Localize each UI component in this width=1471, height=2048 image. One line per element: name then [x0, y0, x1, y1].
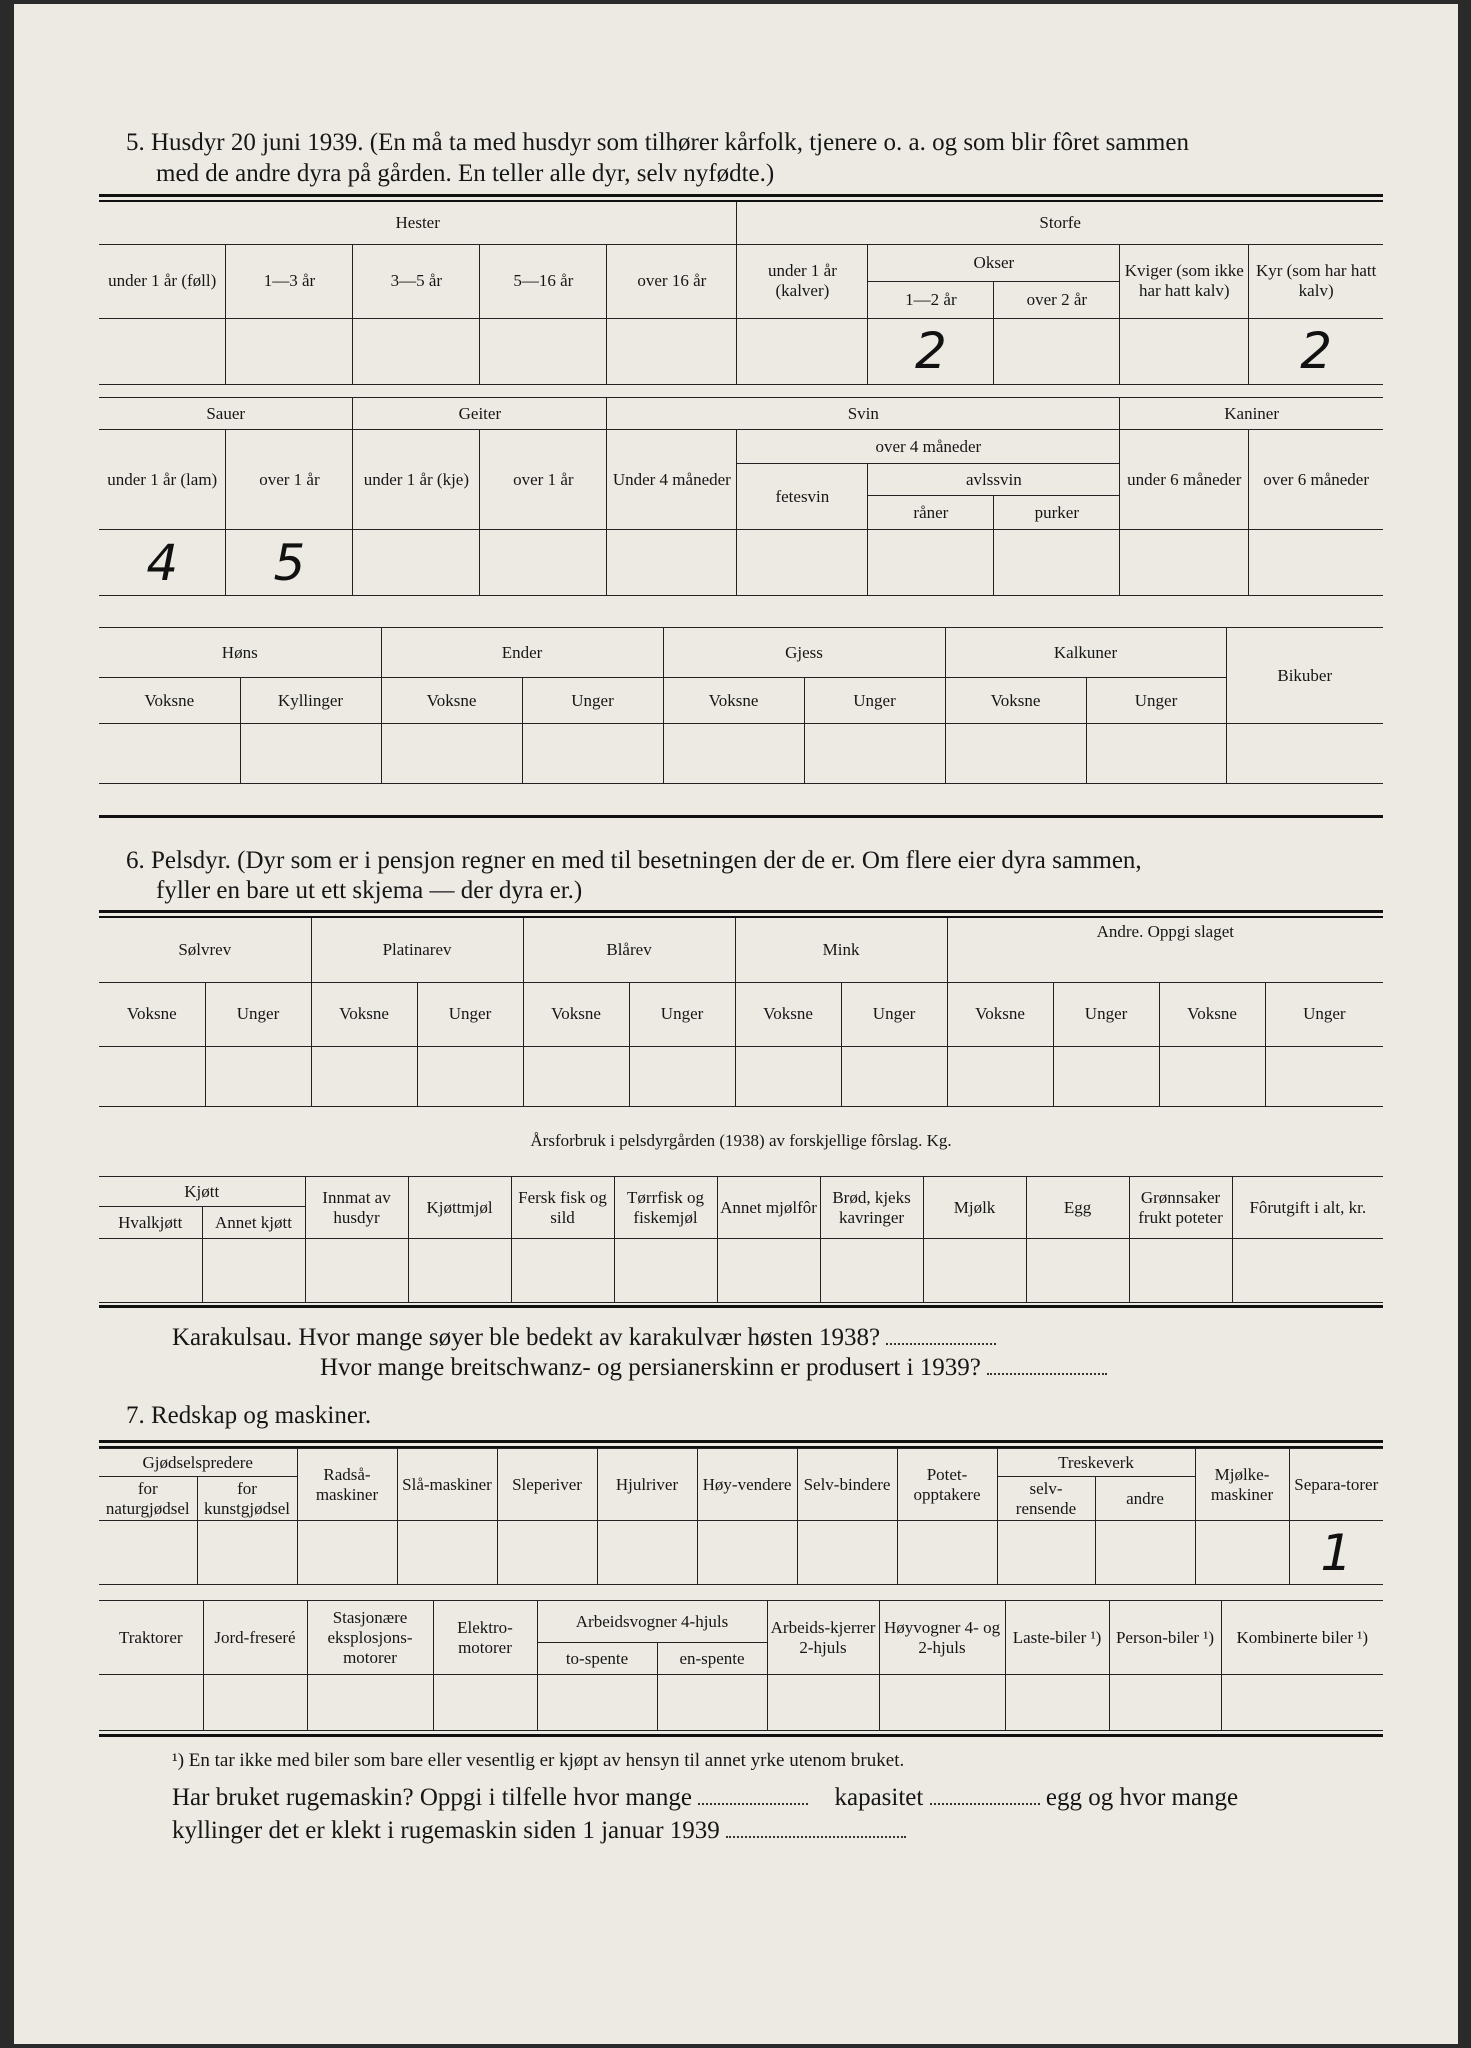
storfe-okser-header: Okser — [868, 244, 1120, 281]
entry-cell[interactable] — [353, 318, 480, 384]
hons-header: Høns — [99, 628, 381, 678]
entry-cell[interactable] — [717, 1239, 820, 1303]
entry-cell[interactable] — [804, 724, 945, 784]
storfe-header: Storfe — [737, 202, 1383, 244]
entry-cell[interactable] — [997, 1521, 1095, 1585]
col-naturgjodsel: for naturgjødsel — [99, 1477, 197, 1521]
section-rule — [99, 815, 1383, 818]
okser-col-over2: over 2 år — [994, 281, 1120, 318]
entry-cell[interactable] — [1120, 318, 1249, 384]
hons-kyllinger: Kyllinger — [240, 678, 381, 724]
entry-cell[interactable] — [99, 724, 240, 784]
entry-cell[interactable] — [1026, 1239, 1129, 1303]
pelsdyr-table — [99, 918, 1383, 1177]
hester-storfe-table — [99, 202, 1383, 385]
bikuber-header: Bikuber — [1226, 628, 1383, 724]
kalkuner-voksne: Voksne — [945, 678, 1086, 724]
feed-col-torrfisk: Tørrfisk og fiskemjøl — [614, 1177, 717, 1239]
kyr-value[interactable]: 2 — [1249, 318, 1383, 384]
geiter-col-kje: under 1 år (kje) — [353, 430, 480, 530]
andre2-voksne: Voksne — [1159, 982, 1265, 1046]
entry-cell[interactable] — [305, 1239, 408, 1303]
sauer-header: Sauer — [99, 398, 353, 430]
sauer-over1-value[interactable]: 5 — [226, 530, 353, 596]
storfe-col-kalver: under 1 år (kalver) — [737, 244, 868, 318]
kyllinger-answer[interactable] — [726, 1816, 906, 1838]
hester-header: Hester — [99, 202, 737, 244]
feed-col-kjottmjol: Kjøttmjøl — [408, 1177, 511, 1239]
double-rule — [99, 194, 1383, 197]
entry-cell[interactable] — [1005, 1675, 1109, 1731]
entry-cell[interactable] — [203, 1675, 307, 1731]
sauer-svin-table — [99, 397, 1383, 596]
entry-cell[interactable] — [202, 1239, 305, 1303]
entry-cell[interactable] — [657, 1675, 767, 1731]
entry-cell[interactable] — [205, 1046, 311, 1106]
karakul-q2-answer[interactable] — [987, 1353, 1107, 1375]
entry-cell[interactable] — [947, 1046, 1053, 1106]
entry-cell[interactable] — [1195, 1521, 1289, 1585]
solvrev-unger: Unger — [205, 982, 311, 1046]
entry-cell[interactable] — [663, 724, 804, 784]
entry-cell[interactable] — [307, 1675, 433, 1731]
entry-cell[interactable] — [522, 724, 663, 784]
col-potetopptakere: Potet-opptakere — [897, 1449, 997, 1521]
rugemaskin-kyllinger-question: kyllinger det er klekt i rugemaskin siden 1 januar 1939 — [172, 1817, 720, 1844]
entry-cell[interactable] — [311, 1046, 417, 1106]
karakul-q1: Hvor mange søyer ble bedekt av karakulvær høsten 1938? — [298, 1324, 881, 1351]
mink-unger: Unger — [841, 982, 947, 1046]
fjorfe-table — [99, 627, 1383, 784]
okser-col-1-2: 1—2 år — [868, 281, 994, 318]
feed-col-forutgift: Fôrutgift i alt, kr. — [1232, 1177, 1383, 1239]
kaniner-col-over6: over 6 måneder — [1249, 430, 1383, 530]
blarev-header: Blårev — [523, 918, 735, 982]
entry-cell[interactable] — [381, 724, 522, 784]
svin-over4-header: over 4 måneder — [737, 430, 1120, 464]
forbruk-title: Årsforbruk i pelsdyrgården (1938) av forskjellige fôrslag. Kg. — [99, 1106, 1383, 1176]
section7-heading: 7. Redskap og maskiner. — [126, 1402, 372, 1429]
solvrev-header: Sølvrev — [99, 918, 311, 982]
entry-cell[interactable] — [240, 724, 381, 784]
col-elektromotorer: Elektro-motorer — [433, 1601, 537, 1675]
kjott-header: Kjøtt — [99, 1177, 305, 1207]
col-tospente: to-spente — [537, 1643, 657, 1675]
hester-col-5-16: 5—16 år — [480, 244, 607, 318]
entry-cell[interactable] — [1129, 1239, 1232, 1303]
platinarev-unger: Unger — [417, 982, 523, 1046]
hester-col-over16: over 16 år — [607, 244, 737, 318]
sauer-col-lam: under 1 år (lam) — [99, 430, 226, 530]
entry-cell[interactable] — [353, 530, 480, 596]
feed-col-mjolfor: Annet mjølfôr — [717, 1177, 820, 1239]
feed-col-innmat: Innmat av husdyr — [305, 1177, 408, 1239]
col-hoyvogner: Høyvogner 4- og 2-hjuls — [879, 1601, 1005, 1675]
hons-voksne: Voksne — [99, 678, 240, 724]
forbruk-table — [99, 1176, 1383, 1303]
entry-cell[interactable] — [1226, 724, 1383, 784]
entry-cell[interactable] — [737, 530, 868, 596]
kaniner-col-under6: under 6 måneder — [1120, 430, 1249, 530]
separatorer-value[interactable]: 1 — [1289, 1521, 1383, 1585]
hester-col-1-3: 1—3 år — [226, 244, 353, 318]
sauer-col-over1: over 1 år — [226, 430, 353, 530]
entry-cell[interactable] — [1120, 530, 1249, 596]
entry-cell[interactable] — [497, 1521, 597, 1585]
andre1-voksne: Voksne — [947, 982, 1053, 1046]
rugemaskin-count-answer[interactable] — [698, 1783, 808, 1805]
mink-voksne: Voksne — [735, 982, 841, 1046]
col-separatorer: Separa-torer — [1289, 1449, 1383, 1521]
col-mjolkemaskiner: Mjølke-maskiner — [1195, 1449, 1289, 1521]
entry-cell[interactable] — [1221, 1675, 1383, 1731]
storfe-col-kviger: Kviger (som ikke har hatt kalv) — [1120, 244, 1249, 318]
col-hjulriver: Hjulriver — [597, 1449, 697, 1521]
col-hoyvendere: Høy-vendere — [697, 1449, 797, 1521]
ender-voksne: Voksne — [381, 678, 522, 724]
svin-header: Svin — [607, 398, 1120, 430]
redskap-table-2 — [99, 1600, 1383, 1731]
arbeidsvogner-header: Arbeidsvogner 4-hjuls — [537, 1601, 767, 1643]
entry-cell[interactable] — [1159, 1046, 1265, 1106]
entry-cell[interactable] — [868, 530, 994, 596]
entry-cell[interactable] — [994, 530, 1120, 596]
double-rule — [99, 910, 1383, 913]
entry-cell[interactable] — [523, 1046, 629, 1106]
entry-cell[interactable] — [879, 1675, 1005, 1731]
col-treskeverk-andre: andre — [1095, 1477, 1195, 1521]
entry-cell[interactable] — [433, 1675, 537, 1731]
census-form-page — [14, 4, 1458, 2044]
storfe-col-kyr: Kyr (som har hatt kalv) — [1249, 244, 1383, 318]
feed-col-gronnsaker: Grønnsaker frukt poteter — [1129, 1177, 1232, 1239]
solvrev-voksne: Voksne — [99, 982, 205, 1046]
section5-heading-line1: 5. Husdyr 20 juni 1939. (En må ta med husdyr som tilhører kårfolk, tjenere o. a. og som blir fôret sammen — [126, 129, 1189, 156]
kjott-hvalkjott: Hvalkjøtt — [99, 1207, 202, 1239]
hester-col-3-5: 3—5 år — [353, 244, 480, 318]
entry-cell[interactable] — [735, 1046, 841, 1106]
feed-col-brod: Brød, kjeks kavringer — [820, 1177, 923, 1239]
entry-cell[interactable] — [945, 724, 1086, 784]
svin-col-raner: råner — [868, 496, 994, 530]
andre2-unger: Unger — [1265, 982, 1383, 1046]
karakul-q1-answer[interactable] — [886, 1323, 996, 1345]
rugemaskin-line1 — [172, 1782, 1238, 1814]
col-kunstgjodsel: for kunstgjødsel — [197, 1477, 297, 1521]
feed-col-egg: Egg — [1026, 1177, 1129, 1239]
entry-cell[interactable] — [767, 1675, 879, 1731]
platinarev-voksne: Voksne — [311, 982, 417, 1046]
kapasitet-label: kapasitet — [834, 1784, 924, 1811]
blarev-unger: Unger — [629, 982, 735, 1046]
rugemaskin-line2 — [172, 1815, 906, 1847]
gjess-voksne: Voksne — [663, 678, 804, 724]
col-enspente: en-spente — [657, 1643, 767, 1675]
karakul-q2: Hvor mange breitschwanz- og persianerskinn er produsert i 1939? — [320, 1354, 981, 1381]
col-traktorer: Traktorer — [99, 1601, 203, 1675]
col-jordfresere: Jord-freseré — [203, 1601, 307, 1675]
geiter-col-over1: over 1 år — [480, 430, 607, 530]
feed-col-mjolk: Mjølk — [923, 1177, 1026, 1239]
entry-cell[interactable] — [480, 530, 607, 596]
col-personbiler: Person-biler ¹) — [1109, 1601, 1221, 1675]
entry-cell[interactable] — [607, 530, 737, 596]
entry-cell[interactable] — [607, 318, 737, 384]
entry-cell[interactable] — [629, 1046, 735, 1106]
entry-cell[interactable] — [99, 1046, 205, 1106]
entry-cell[interactable] — [1265, 1046, 1383, 1106]
svin-col-under4: Under 4 måneder — [607, 430, 737, 530]
entry-cell[interactable] — [697, 1521, 797, 1585]
section5-heading-line2: med de andre dyra på gården. En teller alle dyr, selv nyfødte.) — [156, 160, 775, 187]
col-selvrensende: selv-rensende — [997, 1477, 1095, 1521]
gjess-unger: Unger — [804, 678, 945, 724]
entry-cell[interactable] — [226, 318, 353, 384]
col-lastebiler: Laste-biler ¹) — [1005, 1601, 1109, 1675]
entry-cell[interactable] — [1053, 1046, 1159, 1106]
kaniner-header: Kaniner — [1120, 398, 1383, 430]
treskeverk-header: Treskeverk — [997, 1449, 1195, 1477]
hester-col-foll: under 1 år (føll) — [99, 244, 226, 318]
entry-cell[interactable] — [1109, 1675, 1221, 1731]
entry-cell[interactable] — [511, 1239, 614, 1303]
entry-cell[interactable] — [408, 1239, 511, 1303]
kalkuner-header: Kalkuner — [945, 628, 1226, 678]
andre1-unger: Unger — [1053, 982, 1159, 1046]
section6-heading-line1: 6. Pelsdyr. (Dyr som er i pensjon regner en med til besetningen der de er. Om flere eier dyra sammen, — [126, 847, 1142, 874]
kjott-annet: Annet kjøtt — [202, 1207, 305, 1239]
entry-cell[interactable] — [820, 1239, 923, 1303]
entry-cell[interactable] — [797, 1521, 897, 1585]
entry-cell[interactable] — [99, 1521, 197, 1585]
entry-cell[interactable] — [1249, 530, 1383, 596]
entry-cell[interactable] — [297, 1521, 397, 1585]
footnote: ¹) En tar ikke med biler som bare eller vesentlig er kjøpt av hensyn til annet yrke utenom bruket. — [172, 1750, 905, 1771]
kapasitet-answer[interactable] — [930, 1783, 1040, 1805]
gjess-header: Gjess — [663, 628, 945, 678]
col-radsa: Radså-maskiner — [297, 1449, 397, 1521]
feed-col-fersk-fisk: Fersk fisk og sild — [511, 1177, 614, 1239]
sauer-lam-value[interactable]: 4 — [99, 530, 226, 596]
gjodsel-header: Gjødselspredere — [99, 1449, 297, 1477]
mink-header: Mink — [735, 918, 947, 982]
entry-cell[interactable] — [1232, 1239, 1383, 1303]
svin-avlssvin-header: avlssvin — [868, 464, 1120, 496]
double-rule — [99, 1440, 1383, 1443]
entry-cell[interactable] — [1095, 1521, 1195, 1585]
entry-cell[interactable] — [994, 318, 1120, 384]
col-sleperiver: Sleperiver — [497, 1449, 597, 1521]
entry-cell[interactable] — [397, 1521, 497, 1585]
andre-header: Andre. Oppgi slaget — [947, 918, 1383, 982]
col-selvbindere: Selv-bindere — [797, 1449, 897, 1521]
entry-cell[interactable] — [99, 1675, 203, 1731]
svin-col-fetesvin: fetesvin — [737, 464, 868, 530]
rugemaskin-egg-label: egg og hvor mange — [1045, 1784, 1239, 1811]
col-sla: Slå-maskiner — [397, 1449, 497, 1521]
blarev-voksne: Voksne — [523, 982, 629, 1046]
entry-cell[interactable] — [897, 1521, 997, 1585]
karakul-label: Karakulsau. — [172, 1324, 293, 1351]
entry-cell[interactable] — [597, 1521, 697, 1585]
entry-cell[interactable] — [614, 1239, 717, 1303]
entry-cell[interactable] — [737, 318, 868, 384]
col-arbeidskjerrer: Arbeids-kjerrer 2-hjuls — [767, 1601, 879, 1675]
entry-cell[interactable] — [1086, 724, 1226, 784]
rugemaskin-question: Har bruket rugemaskin? Oppgi i tilfelle hvor mange — [172, 1784, 692, 1811]
col-kombinerte-biler: Kombinerte biler ¹) — [1221, 1601, 1383, 1675]
entry-cell[interactable] — [99, 1239, 202, 1303]
platinarev-header: Platinarev — [311, 918, 523, 982]
section-rule — [99, 1305, 1383, 1308]
kalkuner-unger: Unger — [1086, 678, 1226, 724]
section-rule — [99, 1734, 1383, 1737]
section6-heading-line2: fyller en bare ut ett skjema — der dyra er.) — [156, 877, 583, 904]
entry-cell[interactable] — [197, 1521, 297, 1585]
entry-cell[interactable] — [417, 1046, 523, 1106]
karakul-q2-block — [320, 1352, 1107, 1384]
col-stasjonaere-motorer: Stasjonære eksplosjons-motorer — [307, 1601, 433, 1675]
redskap-table-1 — [99, 1448, 1383, 1585]
entry-cell[interactable] — [99, 318, 226, 384]
ender-header: Ender — [381, 628, 663, 678]
entry-cell[interactable] — [841, 1046, 947, 1106]
entry-cell[interactable] — [923, 1239, 1026, 1303]
geiter-header: Geiter — [353, 398, 607, 430]
ender-unger: Unger — [522, 678, 663, 724]
svin-col-purker: purker — [994, 496, 1120, 530]
entry-cell[interactable] — [537, 1675, 657, 1731]
entry-cell[interactable] — [480, 318, 607, 384]
karakul-block — [172, 1322, 996, 1354]
okser-1-2-value[interactable]: 2 — [868, 318, 994, 384]
